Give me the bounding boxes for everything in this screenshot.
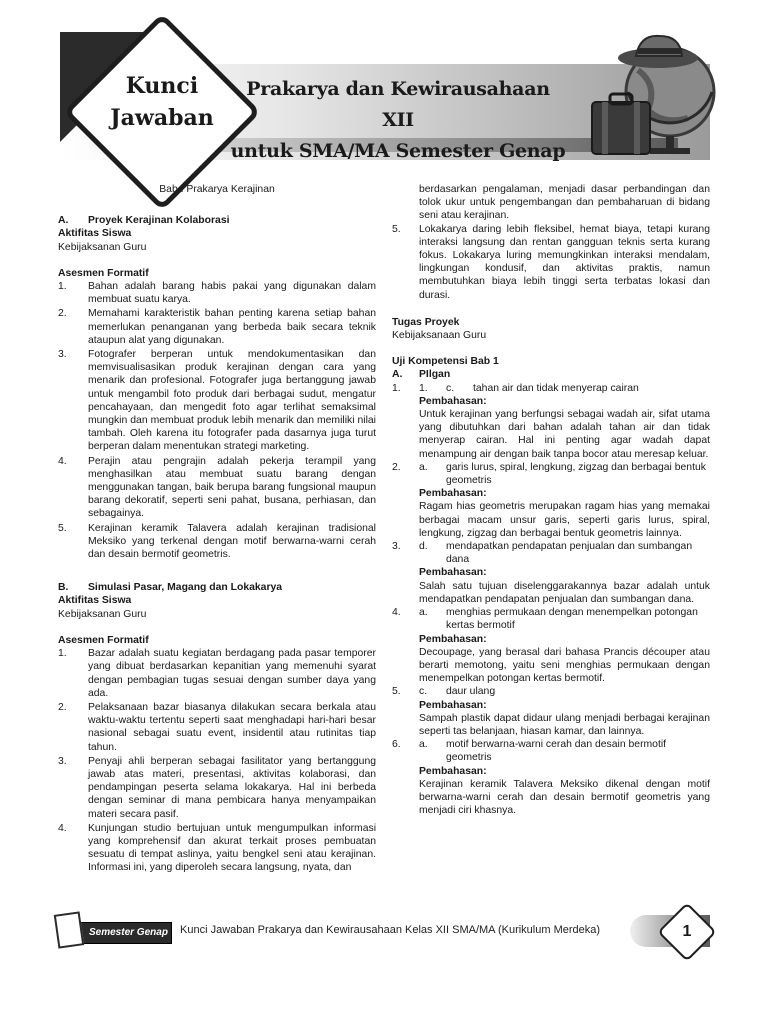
section-a-letter: A.: [58, 215, 69, 227]
list-item: 4. Perajin atau pengrajin adalah pekerja terampil yang menghasilkan atau membuat suatu barang dengan menggunakan tangan, baik berupa barang fungsional maupun barang dekoratif, seperti seni pahat, busana, perhiasan, dan sebagainya.: [58, 455, 376, 520]
pembahasan-text: Untuk kerajinan yang berfungsi sebagai wadah air, sifat utama yang dibutuhkan dari bahan adalah tahan air dan tidak menyerap cairan. Hal ini penting agar wadah dapat menampung air dengan baik tanpa bocor atau meresap keluar.: [419, 409, 710, 460]
pembahasan-label: Pembahasan:: [419, 567, 487, 579]
list-item: 5. Kerajinan keramik Talavera adalah kerajinan tradisional Meksiko yang terkenal dengan motif berwarna-warni cerah dan desain bermotif geometris.: [58, 522, 376, 561]
page-number: 1: [682, 923, 692, 940]
list-item: 4. Kunjungan studio bertujuan untuk mengumpulkan informasi yang komprehensif dan akurat terkait proses pembuatan sesuatu di tempat aslinya, yaitu bengkel seni atau kerajinan. Informasi ini, yang diperoleh secara langsung, nyata, dan: [58, 822, 376, 874]
left-column: [58, 183, 376, 876]
pembahasan-text: Decoupage, yang berasal dari bahasa Prancis découper atau berarti memotong, yaitu seni menghias permukaan dengan menempelkan potongan kertas bermotif.: [419, 646, 710, 685]
tugas-proyek-label: Tugas Proyek: [392, 316, 460, 328]
section-b-title: Simulasi Pasar, Magang dan Lokakarya: [88, 582, 283, 594]
pembahasan-label: Pembahasan:: [419, 395, 487, 407]
section-a-title: Proyek Kerajinan Kolaborasi: [88, 215, 230, 227]
section-b-list: [58, 647, 376, 874]
section-b-heading: [58, 581, 376, 594]
answer-item: 1. 1. c. tahan air dan tidak menyerap cairan: [392, 382, 639, 394]
badge-text: [92, 70, 232, 134]
uji-kompetensi-title: Uji Kompetensi Bab 1: [392, 356, 499, 368]
badge-line2: Jawaban: [110, 105, 214, 131]
globe-suitcase-illustration: [588, 30, 718, 160]
pembahasan-label: Pembahasan:: [419, 699, 487, 711]
pembahasan-text: Salah satu tujuan diselenggarakannya bazar adalah untuk mendapatkan pendapatan penjualan dan sumbangan dana.: [419, 580, 710, 605]
section-a-activity-value: Kebijaksanan Guru: [58, 241, 147, 253]
footer-text: Kunci Jawaban Prakarya dan Kewirausahaan Kelas XII SMA/MA (Kurikulum Merdeka): [180, 924, 601, 936]
section-b-letter: B.: [58, 582, 69, 594]
page-header: [0, 0, 768, 185]
pembahasan-text: Kerajinan keramik Talavera Meksiko dikenal dengan motif berwarna-warni cerah dan desain bermotif geometris yang menjadi ciri khasnya.: [419, 778, 710, 817]
list-item: 3. Fotografer berperan untuk mendokumentasikan dan memvisualisasikan produk kerajinan dengan cara yang menarik dan profesional. Fotografer juga bertanggung jawab untuk mengambil foto produk dari berbagai sudut, mengatur pencahayaan, dan mengedit foto agar terlihat semaksimal mungkin dan membuat produk lebih menarik dan memiliki nilai tambah. Oleh karena itu fotografer pada dasarnya juga turut berperan dalam menentukan strategi marketing.: [58, 349, 376, 453]
title-line1: Prakarya dan Kewirausahaan XII: [246, 78, 550, 131]
answer-item: 4. a. menghias permukaan dengan menempelkan potongan kertas bermotif: [392, 607, 698, 632]
section-a-heading: [58, 214, 376, 227]
pembahasan-text: Ragam hias geometris merupakan ragam hias yang memakai berbagai macam unsur garis, seperti garis lurus, spiral, lengkung, zigzag dan berbagai bentuk geometris lainnya.: [419, 501, 710, 539]
pembahasan-label: Pembahasan:: [419, 765, 487, 777]
answer-item: 2. a. garis lurus, spiral, lengkung, zigzag dan berbagai bentuk geometris: [392, 461, 706, 487]
title-line2: untuk SMA/MA Semester Genap: [230, 140, 566, 162]
pembahasan-text: Sampah plastik dapat didaur ulang menjadi berbagai kerajinan seperti tas belanjaan, hiasan kamar, dan lainnya.: [419, 712, 710, 737]
answer-item: 6. a. motif berwarna-warni cerah dan desain bermotif geometris: [392, 739, 667, 764]
chapter-title: Bab I Prakarya Kerajinan: [159, 184, 275, 195]
section-b-asesmen-label: Asesmen Formatif: [58, 634, 149, 646]
continued-text: berdasarkan pengalaman, menjadi dasar perbandingan dan tolok ukur untuk pengembangan dan pembaharuan di bidang seni atau kerajinan.: [419, 184, 710, 222]
page-title: [228, 74, 568, 167]
answer-item: 5. c. daur ulang: [392, 686, 496, 698]
list-item: 2. Memahami karakteristik bahan penting karena setiap bahan memerlukan penanganan yang berbeda baik secara teknik ataupun alat yang digunakan.: [58, 308, 376, 346]
section-a-list: [58, 280, 376, 561]
section-b-list-cont: [392, 223, 710, 302]
tugas-proyek-value: Kebijaksanaan Guru: [392, 330, 487, 342]
list-item: 3. Penyaji ahli berperan sebagai fasilitator yang bertanggung jawab atas materi, presentasi, aktivitas kolaborasi, dan pendampingan peserta selama lokakarya. Hal ini berbeda dengan seminar di mana pembicara hanya menyampaikan materi secara pasif.: [58, 755, 376, 820]
list-item: 1. Bahan adalah barang habis pakai yang digunakan dalam membuat suatu karya.: [58, 281, 376, 306]
semester-badge: Semester Genap: [62, 922, 172, 944]
list-item: 1. Bazar adalah suatu kegiatan berdagang pada pasar temporer yang dibuat berdasarkan kepanitian yang memenuhi syarat dengan pembagian tugas sesuai dengan sumber daya yang ada.: [58, 648, 376, 699]
section-b-activity-value: Kebijaksanan Guru: [58, 608, 147, 620]
section-a-asesmen-label: Asesmen Formatif: [58, 267, 149, 279]
book-icon: [54, 911, 84, 948]
pilgan-heading: A. PIlgan: [392, 369, 451, 381]
pembahasan-label: Pembahasan:: [419, 633, 487, 645]
badge-line1: Kunci: [125, 73, 199, 99]
section-b-activity-label: Aktifitas Siswa: [58, 595, 132, 607]
list-item: 2. Pelaksanaan bazar biasanya dilakukan secara berkala atau waktu-waktu tertentu seperti saat menghadapi hari-hari besar nasional sebagai suatu event, insidentil atau rutinitas tiap tahun.: [58, 701, 376, 753]
section-a-activity-label: Aktifitas Siswa: [58, 228, 132, 240]
page-footer: [0, 905, 768, 965]
pembahasan-label: Pembahasan:: [419, 488, 487, 500]
list-item: 5. Lokakarya daring lebih fleksibel, hemat biaya, tetapi kurang interaksi langsung dan rentan gangguan teknis serta kurang fokus. Lokakarya luring memungkinkan interaksi mendalam, lingkungan kondusif, dan aktivitas praktis, namun membutuhkan biaya lebih tinggi serta terbatas lokasi dan durasi.: [392, 223, 710, 301]
right-column: [392, 183, 710, 817]
answer-item: 3. d. mendapatkan pendapatan penjualan dan sumbangan dana: [392, 541, 693, 566]
